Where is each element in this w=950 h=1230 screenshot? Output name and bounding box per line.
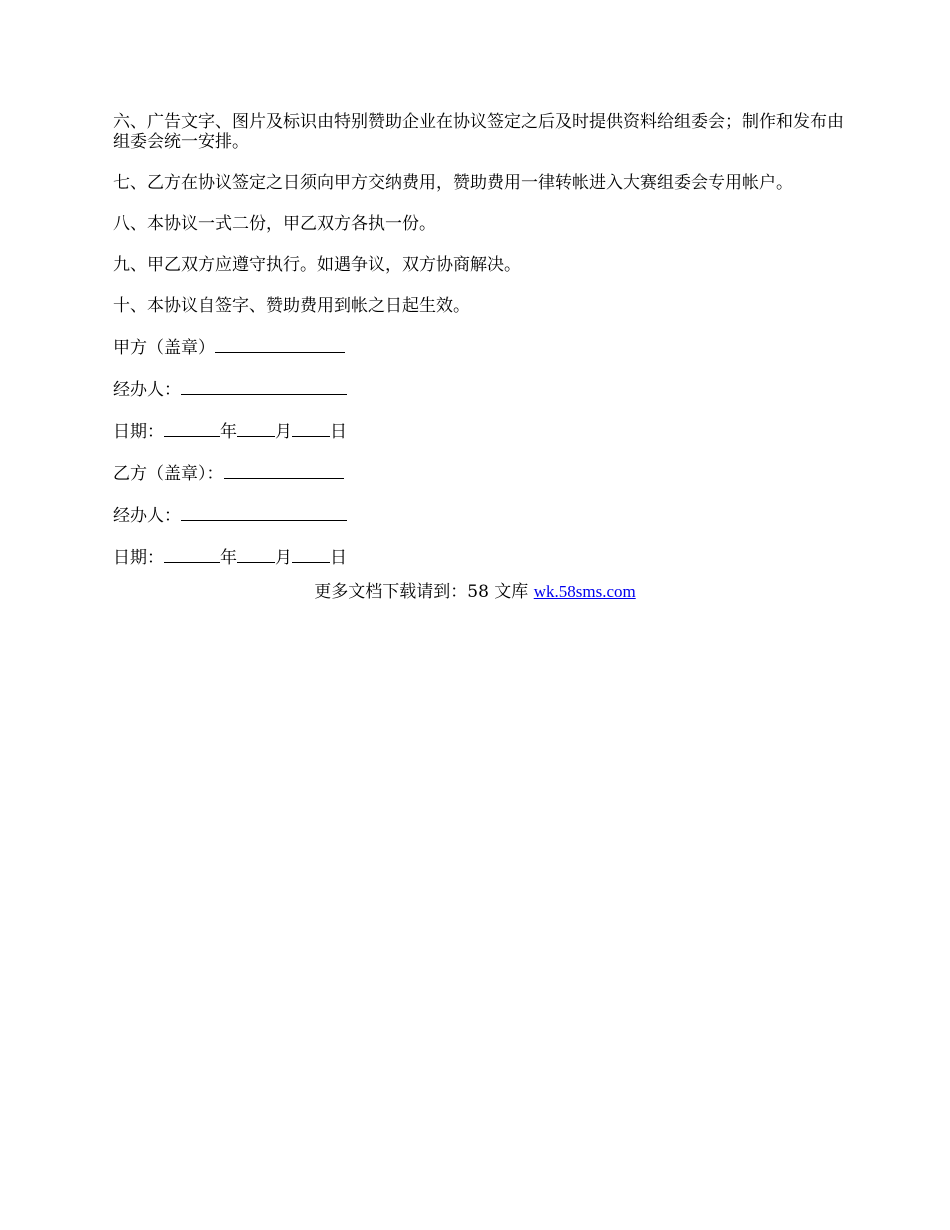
date-a-line <box>113 421 848 442</box>
party-b-blank <box>224 463 344 479</box>
party-a-seal-line <box>113 337 848 358</box>
party-a-blank <box>215 337 345 353</box>
footer-link[interactable]: wk.58sms.com <box>533 582 636 601</box>
date-b-label: 日期： <box>113 548 164 568</box>
agent-a-line <box>113 379 848 400</box>
party-b-seal-line <box>113 463 848 484</box>
date-b-day-label: 日 <box>330 548 347 568</box>
download-footer <box>0 580 950 604</box>
date-a-year-blank <box>164 421 220 437</box>
clause-7: 七、乙方在协议签定之日须向甲方交纳费用，赞助费用一律转帐进入大赛组委会专用帐户。 <box>113 173 793 193</box>
agent-a-label: 经办人： <box>113 380 181 400</box>
agent-b-line <box>113 505 848 526</box>
clause-9: 九、甲乙双方应遵守执行。如遇争议，双方协商解决。 <box>113 255 521 275</box>
agent-b-blank <box>181 505 347 521</box>
party-a-label: 甲方（盖章） <box>113 338 215 358</box>
party-b-label: 乙方（盖章）： <box>113 464 224 484</box>
document-body <box>113 112 848 589</box>
date-a-month-label: 月 <box>275 422 292 442</box>
date-a-label: 日期： <box>113 422 164 442</box>
date-b-year-label: 年 <box>220 548 237 568</box>
date-b-day-blank <box>292 547 330 563</box>
agent-b-label: 经办人： <box>113 506 181 526</box>
date-b-year-blank <box>164 547 220 563</box>
clause-6: 六、广告文字、图片及标识由特别赞助企业在协议签定之后及时提供资料给组委会；制作和发布由组委会统一安排。 <box>113 112 844 152</box>
date-b-line <box>113 547 848 568</box>
date-a-day-label: 日 <box>330 422 347 442</box>
date-a-year-label: 年 <box>220 422 237 442</box>
footer-text: 更多文档下载请到：58 文库 <box>314 582 534 602</box>
clause-10: 十、本协议自签字、赞助费用到帐之日起生效。 <box>113 296 470 316</box>
date-a-month-blank <box>237 421 275 437</box>
agent-a-blank <box>181 379 347 395</box>
date-b-month-blank <box>237 547 275 563</box>
date-a-day-blank <box>292 421 330 437</box>
clause-8: 八、本协议一式二份，甲乙双方各执一份。 <box>113 214 436 234</box>
date-b-month-label: 月 <box>275 548 292 568</box>
